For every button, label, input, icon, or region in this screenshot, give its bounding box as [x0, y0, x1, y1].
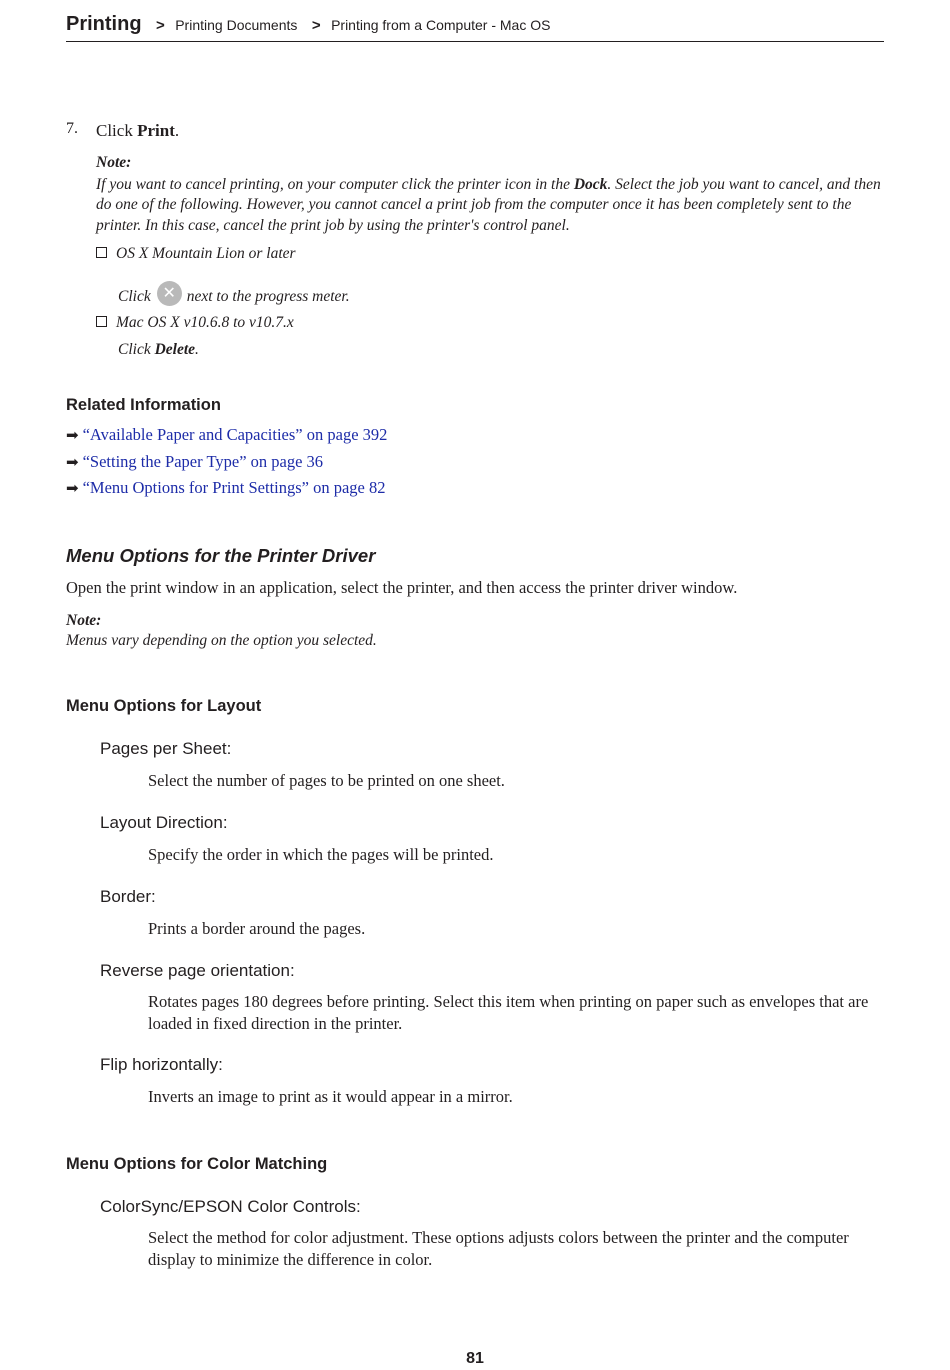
- breadcrumb-separator: >: [311, 17, 321, 34]
- note-text: Menus vary depending on the option you selected.: [66, 632, 377, 649]
- related-link[interactable]: [66, 425, 387, 445]
- related-link[interactable]: [66, 478, 386, 498]
- breadcrumb-printing-documents: Printing Documents: [175, 17, 298, 33]
- bullet-detail-prefix: Click: [118, 341, 155, 358]
- bullet-detail-suffix: next to the progress meter.: [186, 288, 350, 305]
- step-suffix: .: [174, 121, 180, 140]
- note-text-b: . Select the job you want to cancel, and then do one of the following. However, you cannot cancel a print job from the computer once it has been completely sent to the printer. In this case, cancel the print job by using the printer's control panel.: [96, 175, 881, 234]
- breadcrumb-separator: >: [156, 17, 165, 34]
- note-label: Note:: [96, 154, 132, 171]
- desc-flip-horizontally: Inverts an image to print as it would appear in a mirror.: [148, 1087, 513, 1106]
- note-label: Note:: [66, 612, 102, 629]
- arrow-right-icon: ➡: [66, 426, 79, 444]
- step-prefix: Click: [96, 121, 138, 140]
- cancel-circle-icon: ✕: [157, 281, 182, 306]
- bullet-title: Mac OS X v10.6.8 to v10.7.x: [116, 314, 294, 331]
- bullet-detail-bold: Delete: [154, 341, 196, 358]
- checkbox-bullet-icon: [96, 247, 107, 258]
- checkbox-bullet-icon: [96, 316, 107, 327]
- related-link-text[interactable]: “Menu Options for Print Settings” on page 82: [82, 478, 386, 497]
- desc-layout-direction: Specify the order in which the pages will be printed.: [148, 845, 494, 864]
- bullet-detail: [118, 281, 350, 306]
- term-pages-per-sheet: Pages per Sheet:: [100, 739, 232, 758]
- bullet-detail-prefix: Click: [118, 288, 151, 305]
- bullet-item: [96, 245, 296, 263]
- bullet-detail-suffix: .: [195, 341, 199, 358]
- color-matching-heading: Menu Options for Color Matching: [66, 1155, 328, 1173]
- desc-border: Prints a border around the pages.: [148, 919, 366, 938]
- term-layout-direction: Layout Direction:: [100, 813, 228, 832]
- desc-colorsync: Select the method for color adjustment. These options adjusts colors between the printer and the computer display to minimize the difference in color.: [148, 1228, 849, 1269]
- layout-heading: Menu Options for Layout: [66, 697, 262, 715]
- bullet-item: [96, 314, 294, 332]
- page-number: 81: [466, 1350, 484, 1367]
- section-intro: Open the print window in an application, select the printer, and then access the printer driver window.: [66, 578, 738, 597]
- arrow-right-icon: ➡: [66, 453, 79, 471]
- step-number: 7.: [66, 120, 78, 137]
- page-header: [66, 13, 884, 42]
- step-text: [96, 121, 179, 141]
- term-border: Border:: [100, 887, 156, 906]
- term-colorsync: ColorSync/EPSON Color Controls:: [100, 1197, 361, 1216]
- breadcrumb-mac-os: Printing from a Computer - Mac OS: [331, 17, 551, 33]
- menus-note: [66, 611, 377, 651]
- desc-reverse-page-orientation: Rotates pages 180 degrees before printing. Select this item when printing on paper such as envelopes that are loaded in fixed direction in the printer.: [148, 992, 869, 1033]
- related-information-heading: Related Information: [66, 396, 221, 414]
- header-title: Printing: [66, 13, 142, 35]
- desc-pages-per-sheet: Select the number of pages to be printed on one sheet.: [148, 771, 505, 790]
- related-link-text[interactable]: “Setting the Paper Type” on page 36: [82, 452, 324, 471]
- arrow-right-icon: ➡: [66, 479, 79, 497]
- related-link[interactable]: [66, 452, 323, 472]
- step-bold: Print: [137, 121, 175, 140]
- note-text-bold: Dock: [573, 175, 608, 193]
- bullet-detail: [118, 341, 199, 359]
- cancel-note: [96, 153, 886, 236]
- term-reverse-page-orientation: Reverse page orientation:: [100, 961, 295, 980]
- bullet-title: OS X Mountain Lion or later: [116, 245, 296, 262]
- note-text-a: If you want to cancel printing, on your computer click the printer icon in the: [96, 175, 574, 193]
- section-title: Menu Options for the Printer Driver: [66, 545, 376, 566]
- related-link-text[interactable]: “Available Paper and Capacities” on page 392: [82, 425, 388, 444]
- term-flip-horizontally: Flip horizontally:: [100, 1055, 223, 1074]
